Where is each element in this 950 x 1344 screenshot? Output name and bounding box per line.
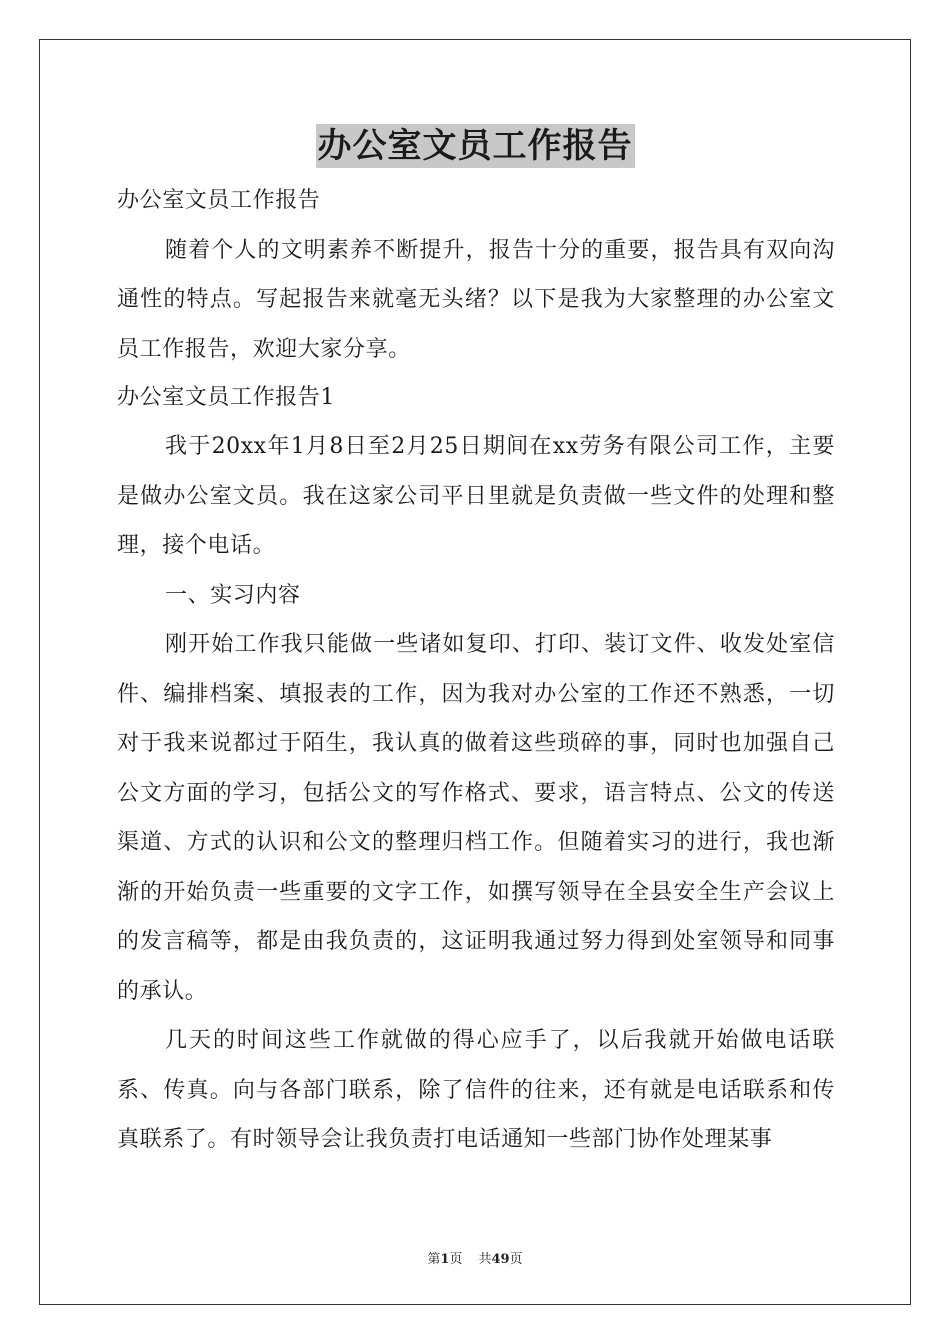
- internship-content-heading: 一、实习内容: [165, 582, 301, 608]
- page-number-label: 第1页: [427, 1252, 463, 1267]
- section-heading-report-1: 办公室文员工作报告1: [117, 385, 335, 410]
- title-container: [0, 124, 950, 168]
- work-period-paragraph: 我于20xx年1月8日至2月25日期间在xx劳务有限公司工作，主要是做办公室文员。我在这家公司平日里就是负责做一些文件的处理和整理，接个电话。: [117, 434, 835, 558]
- total-pages-label: 共49页: [478, 1252, 523, 1267]
- subtitle-paragraph: 办公室文员工作报告: [117, 188, 321, 213]
- document-body: [117, 176, 835, 1165]
- page-footer: [0, 1248, 950, 1267]
- intro-paragraph: 随着个人的文明素养不断提升，报告十分的重要，报告具有双向沟通性的特点。写起报告来就毫无头绪？以下是我为大家整理的办公室文员工作报告，欢迎大家分享。: [117, 237, 835, 362]
- internship-details-paragraph: 刚开始工作我只能做一些诸如复印、打印、装订文件、收发处室信件、编排档案、填报表的工作，因为我对办公室的工作还不熟悉，一切对于我来说都过于陌生，我认真的做着这些琐碎的事，同时也加强自己公文方面的学习，包括公文的写作格式、要求，语言特点、公文的传送渠道、方式的认识和公文的整理归档工作。但随着实习的进行，我也渐渐的开始负责一些重要的文字工作，如撰写领导在全县安全生产会议上的发言稿等，都是由我负责的，这证明我通过努力得到处室领导和同事的承认。: [117, 632, 835, 1004]
- phone-fax-paragraph: 几天的时间这些工作就做的得心应手了，以后我就开始做电话联系、传真。向与各部门联系，除了信件的往来，还有就是电话联系和传真联系了。有时领导会让我负责打电话通知一些部门协作处理某事: [117, 1028, 835, 1152]
- document-title: 办公室文员工作报告: [317, 126, 633, 166]
